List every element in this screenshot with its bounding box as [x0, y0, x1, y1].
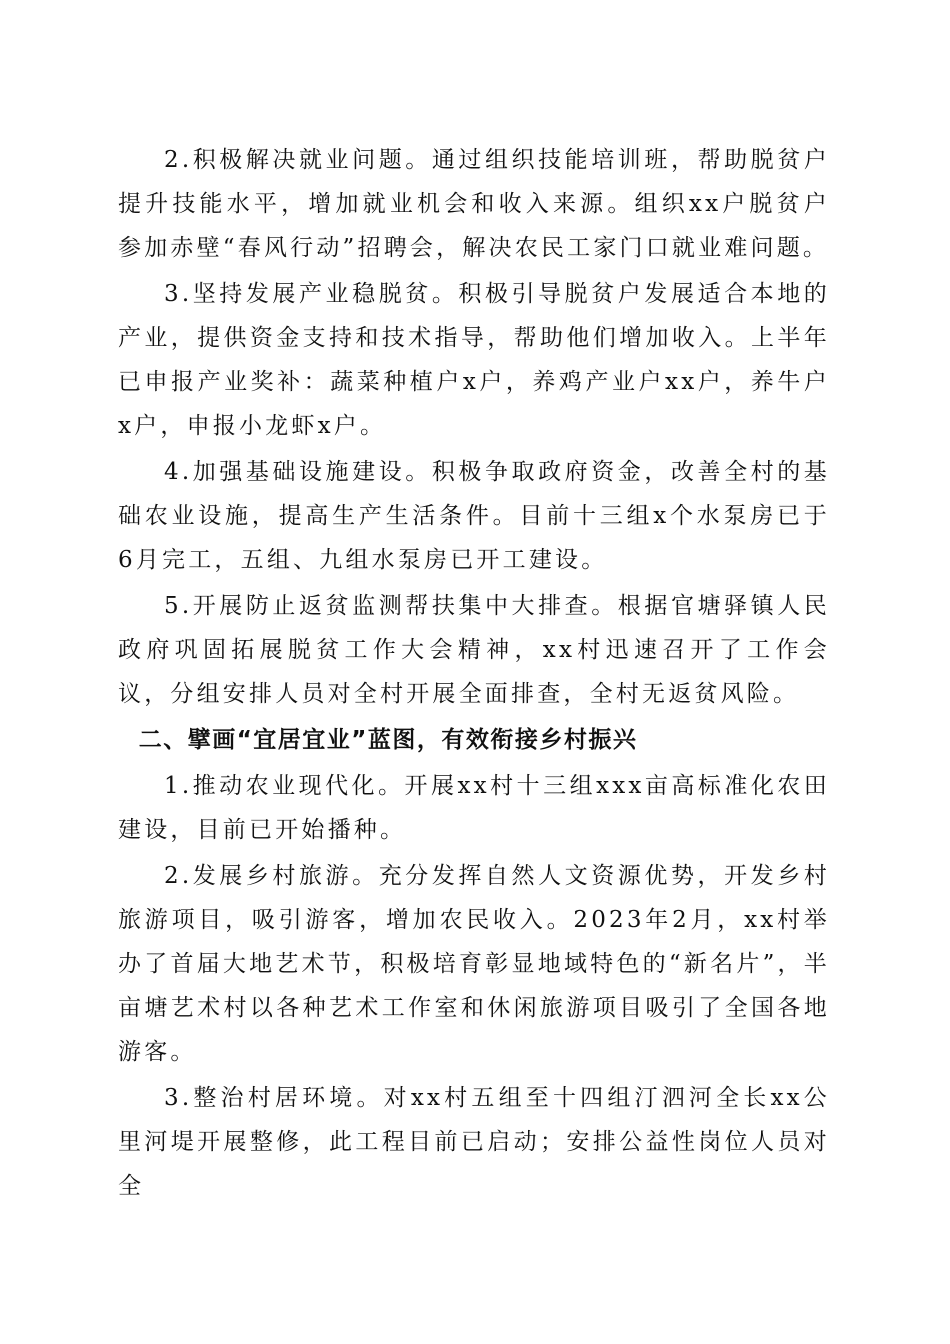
paragraph-monitoring: 5.开展防止返贫监测帮扶集中大排查。根据官塘驿镇人民政府巩固拓展脱贫工作大会精神，xx村迅速召开了工作会议，分组安排人员对全村开展全面排查，全村无返贫风险。	[118, 593, 830, 707]
paragraph-infrastructure: 4.加强基础设施建设。积极争取政府资金，改善全村的基础农业设施，提高生产生活条件。目前十三组x个水泵房已于6月完工，五组、九组水泵房已开工建设。	[118, 459, 830, 573]
paragraph-agriculture: 1.推动农业现代化。开展xx村十三组xxx亩高标准化农田建设，目前已开始播种。	[118, 773, 830, 843]
paragraph-employment: 2.积极解决就业问题。通过组织技能培训班，帮助脱贫户提升技能水平，增加就业机会和收入来源。组织xx户脱贫户参加赤壁“春风行动”招聘会，解决农民工家门口就业难问题。	[118, 147, 830, 261]
paragraph-industry: 3.坚持发展产业稳脱贫。积极引导脱贫户发展适合本地的产业，提供资金支持和技术指导，帮助他们增加收入。上半年已申报产业奖补：蔬菜种植户x户，养鸡产业户xx户，养牛户x户，申报小龙虾x户。	[118, 281, 830, 439]
paragraph-tourism: 2.发展乡村旅游。充分发挥自然人文资源优势，开发乡村旅游项目，吸引游客，增加农民收入。2023年2月，xx村举办了首届大地艺术节，积极培育彰显地域特色的“新名片”，半亩塘艺术村以各种艺术工作室和休闲旅游项目吸引了全国各地游客。	[118, 863, 830, 1065]
paragraph-environment: 3.整治村居环境。对xx村五组至十四组汀泗河全长xx公里河堤开展整修，此工程目前已启动；安排公益性岗位人员对全	[118, 1085, 830, 1199]
document-body	[118, 138, 830, 1210]
section-heading: 二、擘画“宜居宜业”蓝图，有效衔接乡村振兴	[138, 727, 638, 753]
